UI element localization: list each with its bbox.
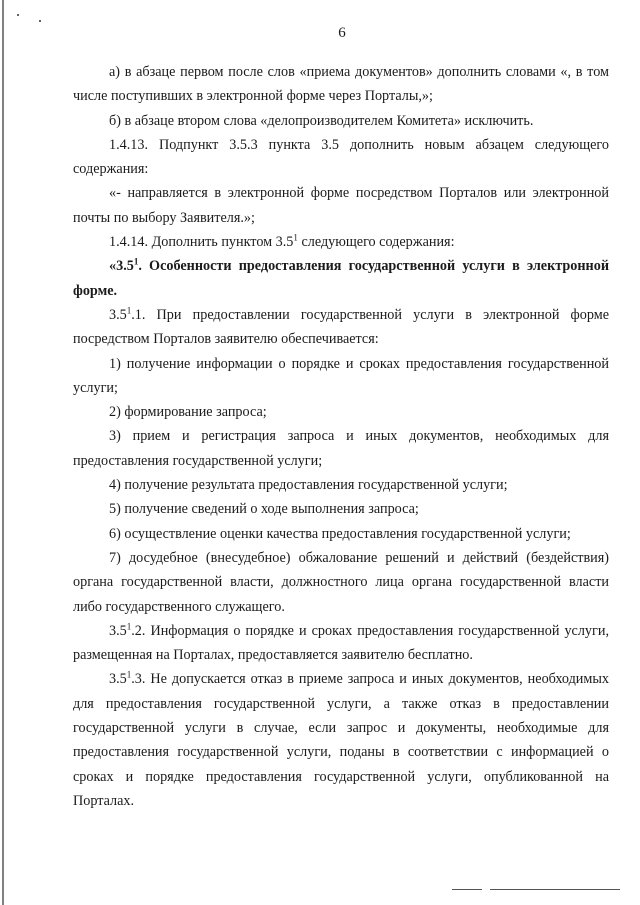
paragraph: б) в абзаце втором слова «делопроизводителем Комитета» исключить. <box>109 112 534 129</box>
scan-speck <box>39 20 41 22</box>
scan-bottom-line <box>452 889 482 890</box>
scan-edge-line <box>2 0 4 905</box>
paragraph: «- направляется в электронной форме посредством Порталов или электронной почты по выбору Заявителя.»; <box>73 185 609 226</box>
paragraph: 1.4.14. Дополнить пунктом $3.5^1$ следующего содержания: <box>109 232 455 251</box>
list-item: 6) осуществление оценки качества предоставления государственной услуги; <box>109 525 571 542</box>
document-body <box>73 60 609 813</box>
list-item: 4) получение результата предоставления государственной услуги; <box>109 477 508 494</box>
paragraph: 1.4.13. Подпункт 3.5.3 пункта 3.5 дополнить новым абзацем следующего содержания: <box>73 136 609 178</box>
scan-speck <box>17 14 19 16</box>
list-item: 2) формирование запроса; <box>109 404 267 421</box>
paragraph: $3.5^1.3$. Не допускается отказ в приеме запроса и иных документов, необходимых для предоставления государственной услуги, а также отказ в предоставлении государственной услуги в случае, если запрос и документы, необходимые для предоставления государственной услуги, поданы в соответствии с информацией о сроках и порядке предоставления государственной услуги, опубликованной на Порталах. <box>73 669 609 809</box>
page-number: 6 <box>338 25 346 41</box>
section-heading: «$3.5^1$. Особенности предоставления государственной услуги в электронной форме. <box>73 256 609 299</box>
paragraph: $3.5^1.2$. Информация о порядке и сроках предоставления государственной услуги, размещенная на Порталах, предоставляется заявителю бесплатно. <box>73 621 609 664</box>
list-item: 5) получение сведений о ходе выполнения запроса; <box>109 501 419 518</box>
list-item: 1) получение информации о порядке и сроках предоставления государственной услуги; <box>73 355 609 396</box>
paragraph: а) в абзаце первом после слов «приема документов» дополнить словами «, в том числе поступивших в электронной форме через Порталы,»; <box>73 64 609 105</box>
paragraph: $3.5^1.1$. При предоставлении государственной услуги в электронной форме посредством Порталов заявителю обеспечивается: <box>73 305 609 348</box>
list-item: 3) прием и регистрация запроса и иных документов, необходимых для предоставления государственной услуги; <box>73 428 609 469</box>
scan-bottom-line <box>490 889 620 890</box>
list-item: 7) досудебное (внесудебное) обжалование решений и действий (бездействия) органа государственной власти, должностного лица органа государственной власти либо государственного служащего. <box>73 549 609 615</box>
